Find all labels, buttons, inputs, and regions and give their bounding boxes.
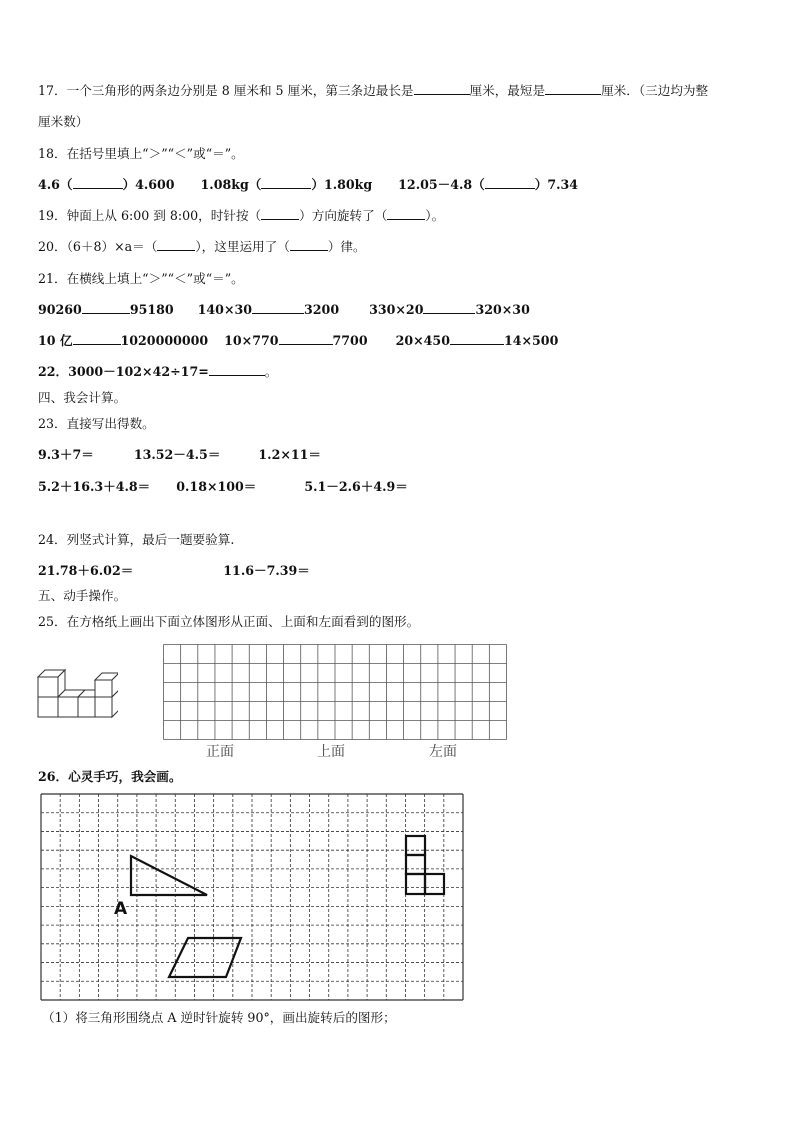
q18-items [38,176,578,194]
q20 [38,238,366,256]
q22 [38,363,277,381]
q20-text-c: ）律。 [327,239,366,254]
q23-title: 23．直接写出得数。 [38,416,155,431]
q17-text-c: 厘米．（三边均为整 [601,83,709,98]
q17-text-b: 厘米，最短是 [469,83,546,98]
q21-r1-right2: 3200 [304,302,340,317]
q22-text-a: 22．3000－102×42÷17= [38,364,209,379]
q24-items [38,562,310,580]
q21-r2-left3: 20×450 [395,333,450,348]
q21-row1 [38,301,530,319]
q18-item3-left: 12.05－4.8（ [398,177,485,192]
q21-r1-blank2[interactable] [252,301,304,314]
q21-r2-left1: 10 亿 [38,333,73,348]
section5-heading: 五、动手操作。 [38,588,127,603]
l-shape-figure [406,836,444,894]
q21-r2-right1: 1020000000 [120,333,209,348]
q21-r1-left3: 330×20 [369,302,424,317]
q21-r2-blank3[interactable] [450,332,504,345]
q23-r2-item2: 0.18×100＝ [176,479,257,494]
q20-blank-result[interactable] [157,238,195,251]
q26-grid-paper[interactable] [40,793,464,1001]
q21-r2-left2: 10×770 [224,333,279,348]
q21-r1-left2: 140×30 [197,302,253,317]
q24-title: 24．列竖式计算，最后一题要验算. [38,532,235,547]
q17-blank-shortest[interactable] [545,82,601,95]
q21-title: 21．在横线上填上“＞”“＜”或“＝”。 [38,271,244,286]
point-a-label: A [114,899,128,919]
triangle-shape [131,856,207,895]
q21-r1-blank1[interactable] [82,301,130,314]
q19-blank-angle[interactable] [387,207,425,220]
q21-row2 [38,332,558,350]
q18-item2-left: 1.08kg（ [200,177,262,192]
q19-text-a: 19．钟面上从 6:00 到 8:00，时针按（ [38,208,262,223]
q20-blank-law[interactable] [290,238,328,251]
q21-r1-left1: 90260 [38,302,82,317]
q19-blank-direction[interactable] [261,207,299,220]
q23-row2 [38,478,408,496]
q21-r1-blank3[interactable] [423,301,475,314]
q25-grid-paper[interactable] [163,644,507,740]
q21-r2-right3: 14×500 [503,333,559,348]
q18-item2-right: ）1.80kg [311,177,373,192]
cube-stack-figure [36,668,118,720]
q18-item1-right: ）4.600 [122,177,175,192]
q18-item1-blank[interactable] [73,176,123,189]
q19-text-b: ）方向旋转了（ [299,208,388,223]
q20-text-a: 20．（6＋8）×a＝（ [38,239,158,254]
q21-r1-right3: 320×30 [475,302,530,317]
q24-item1: 21.78＋6.02＝ [38,563,134,578]
label-left-view: 左面 [429,744,457,760]
q26-sub1: （1）将三角形围绕点 A 逆时针旋转 90°，画出旋转后的图形； [42,1010,396,1025]
q18-title: 18．在括号里填上“＞”“＜”或“＝”。 [38,146,244,161]
q23-r1-item1: 9.3＋7＝ [38,447,94,462]
q18-item3-right: ）7.34 [534,177,578,192]
q18-item3-blank[interactable] [485,176,535,189]
q19 [38,207,444,225]
q17-text-a: 17．一个三角形的两条边分别是 8 厘米和 5 厘米，第三条边最长是 [38,83,414,98]
q18-item1-left: 4.6（ [38,177,73,192]
label-front-view: 正面 [206,744,234,760]
q19-text-c: ）。 [425,208,445,223]
section4-heading: 四、我会计算。 [38,390,127,405]
q24-item2: 11.6－7.39＝ [223,563,310,578]
q26-title: 26．心灵手巧，我会画。 [38,769,182,784]
q23-r2-item1: 5.2＋16.3＋4.8＝ [38,479,151,494]
q17-blank-longest[interactable] [414,82,470,95]
label-top-view: 上面 [317,744,345,760]
q23-row1 [38,446,321,464]
q22-blank[interactable] [209,363,265,376]
q21-r2-blank2[interactable] [279,332,333,345]
q23-r2-item3: 5.1－2.6＋4.9＝ [304,479,408,494]
q22-text-b: 。 [264,364,278,379]
parallelogram-shape [169,938,241,977]
q25-title: 25．在方格纸上画出下面立体图形从正面、上面和左面看到的图形。 [38,614,420,629]
q18-item2-blank[interactable] [261,176,311,189]
q21-r2-blank1[interactable] [73,332,121,345]
q21-r1-right1: 95180 [129,302,174,317]
q17-line2: 厘米数） [38,114,89,129]
q17-line1 [38,82,708,100]
q23-r1-item3: 1.2×11＝ [258,447,322,462]
q23-r1-item2: 13.52－4.5＝ [133,447,221,462]
q21-r2-right2: 7700 [332,333,368,348]
q20-text-b: ），这里运用了（ [195,239,290,254]
